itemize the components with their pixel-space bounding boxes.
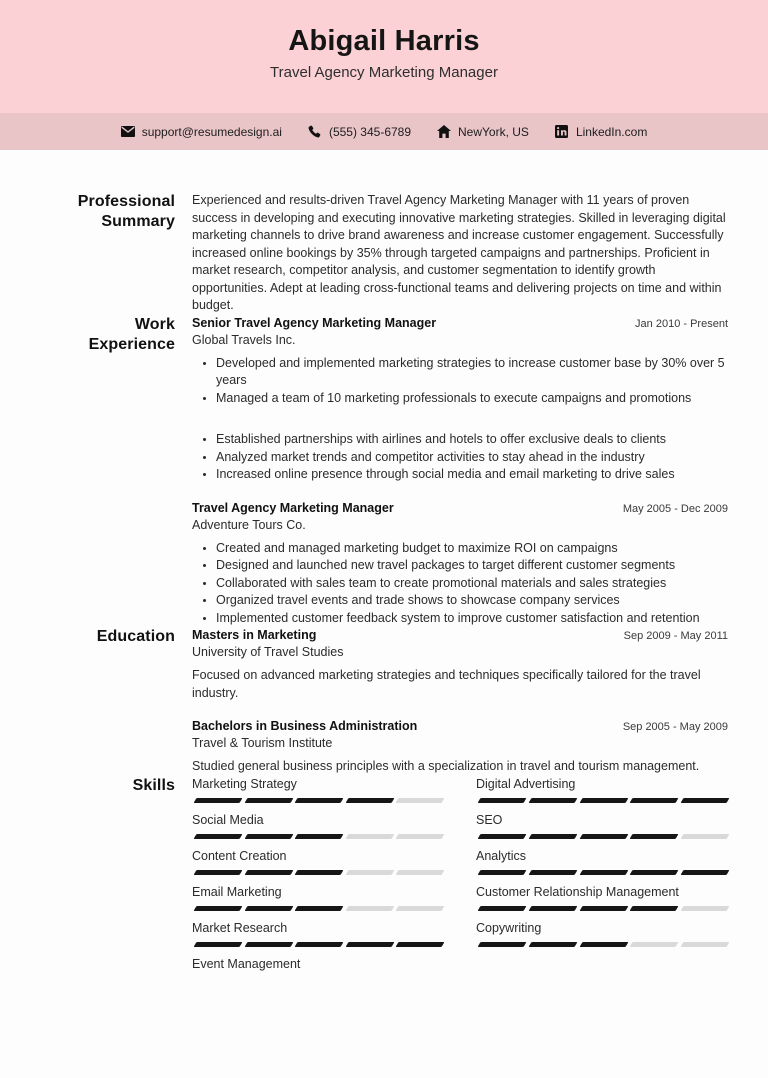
resume-entry: [192, 718, 728, 776]
skill-row: [192, 848, 443, 875]
resume-body: [0, 150, 768, 992]
job-bullet: • Organized travel events and trade shows to showcase company services: [216, 592, 728, 610]
skill-segment-filled: [579, 834, 628, 839]
skill-name: Analytics: [476, 848, 527, 863]
skill-segment-filled: [345, 942, 393, 947]
skill-segment-filled: [345, 798, 393, 803]
skill-segment-empty: [345, 834, 393, 839]
entry-title: Masters in Marketing: [192, 628, 317, 642]
resume-entry: [192, 315, 728, 484]
resume-entry: [192, 500, 728, 628]
skill-level-bar: [476, 798, 728, 803]
job-bullet: • Designed and launched new travel packages to target different customer segments: [216, 557, 728, 575]
skills-grid: [192, 776, 728, 992]
skill-level-bar: [192, 834, 443, 839]
resume-header: [0, 0, 768, 113]
phone-icon: [308, 125, 322, 139]
entry-organization: Global Travels Inc.: [192, 332, 296, 347]
skill-segment-empty: [630, 942, 679, 947]
person-name: Abigail Harris: [288, 25, 480, 57]
entry-title: Travel Agency Marketing Manager: [192, 500, 394, 515]
skill-segment-filled: [194, 870, 242, 875]
skill-name: Content Creation: [192, 848, 287, 863]
skill-segment-empty: [681, 834, 730, 839]
skill-segment-filled: [681, 870, 730, 875]
skill-row: [476, 776, 728, 803]
contact-bar: [0, 113, 768, 150]
entry-title: Senior Travel Agency Marketing Manager: [192, 315, 437, 330]
entry-date: Sep 2009 - May 2011: [623, 630, 728, 642]
skill-level-bar: [192, 978, 443, 983]
skill-level-bar: [476, 834, 728, 839]
entry-date: Sep 2005 - May 2009: [622, 721, 728, 733]
education-description: Studied general business principles with a specialization in travel and tourism management.: [192, 759, 700, 773]
resume-entry: [192, 627, 728, 702]
section-label-summary: Professional Summary: [77, 193, 175, 230]
skill-level-bar: [192, 870, 443, 875]
contact-item: [308, 125, 411, 139]
skill-segment-filled: [194, 798, 242, 803]
summary-text: Experienced and results-driven Travel Agency Marketing Manager with 11 years of proven success in developing and executing innovative marketing strategies. Skilled in leveraging digital marketing channels to drive brand awareness and increase customer engagement. Successfully increased online bookings by 35% through targeted campaigns and partnerships. Proficient in market research, competitor analysis, and customer segmentation to identify growth opportunities. Adept at leading cross-functional teams and delivering projects on time and within budget.: [192, 193, 726, 312]
job-bullet: • Managed a team of 10 marketing professionals to execute campaigns and promotions: [216, 390, 728, 408]
skills-column: [192, 776, 443, 992]
skill-segment-filled: [244, 906, 292, 911]
job-bullet-list: [192, 540, 728, 628]
linkedin-icon: [555, 125, 569, 139]
skill-segment-filled: [579, 942, 628, 947]
skill-segment-filled: [528, 906, 577, 911]
skill-segment-filled: [478, 798, 527, 803]
skill-segment-filled: [528, 834, 577, 839]
entry-date: Jan 2010 - Present: [635, 317, 728, 330]
skill-segment-filled: [630, 870, 679, 875]
envelope-icon: [121, 125, 135, 139]
job-bullet-list: [192, 431, 728, 484]
skill-segment-filled: [478, 834, 527, 839]
skill-row: [476, 848, 728, 875]
skill-segment-empty: [396, 834, 444, 839]
section-education: [60, 627, 728, 776]
job-bullet: • Developed and implemented marketing strategies to increase customer base by 30% over 5 years: [216, 355, 728, 390]
skill-name: Event Management: [192, 956, 301, 971]
contact-text: NewYork, US: [458, 124, 529, 139]
skill-segment-filled: [579, 798, 628, 803]
skill-segment-filled: [630, 798, 679, 803]
skill-row: [476, 884, 728, 911]
skill-segment-filled: [579, 870, 628, 875]
skill-segment-empty: [396, 798, 444, 803]
skill-level-bar: [476, 870, 728, 875]
skill-segment-empty: [396, 906, 444, 911]
contact-text: LinkedIn.com: [575, 124, 648, 139]
skill-segment-filled: [630, 834, 679, 839]
skill-row: [192, 776, 443, 803]
skills-column: [476, 776, 728, 992]
skill-name: Marketing Strategy: [192, 776, 297, 791]
section-label-experience: Work Experience: [88, 315, 175, 353]
home-icon: [437, 125, 451, 139]
skill-segment-filled: [579, 906, 628, 911]
skill-segment-filled: [194, 834, 242, 839]
skill-segment-filled: [194, 906, 242, 911]
skill-name: Market Research: [192, 920, 288, 935]
skill-level-bar: [476, 906, 728, 911]
person-job-title: Travel Agency Marketing Manager: [270, 64, 498, 81]
entry-date: May 2005 - Dec 2009: [622, 502, 728, 515]
section-label-skills: Skills: [132, 776, 175, 794]
skill-level-bar: [476, 942, 728, 947]
job-bullet: • Analyzed market trends and competitor activities to stay ahead in the industry: [216, 449, 728, 467]
skill-row: [476, 920, 728, 947]
skill-segment-filled: [295, 798, 343, 803]
entry-title: Bachelors in Business Administration: [192, 719, 418, 733]
skill-name: Digital Advertising: [476, 776, 576, 791]
entry-organization: Adventure Tours Co.: [192, 517, 306, 532]
skill-segment-empty: [396, 870, 444, 875]
entry-organization: University of Travel Studies: [192, 645, 344, 659]
skill-segment-filled: [295, 870, 343, 875]
job-bullet-list: [192, 355, 728, 408]
skill-name: Copywriting: [476, 920, 542, 935]
jobs-container: [192, 315, 728, 628]
skill-segment-empty: [345, 870, 393, 875]
contact-text: support@resumedesign.ai: [141, 124, 282, 139]
job-bullet: • Established partnerships with airlines and hotels to offer exclusive deals to clients: [216, 431, 728, 449]
skill-segment-empty: [345, 906, 393, 911]
skill-row: [192, 956, 443, 983]
job-bullet: • Collaborated with sales team to create promotional materials and sales strategies: [216, 575, 728, 593]
job-bullet: • Implemented customer feedback system to improve customer satisfaction and retention: [216, 610, 728, 628]
skill-segment-empty: [681, 942, 730, 947]
contact-item: [437, 125, 529, 139]
skill-segment-filled: [244, 870, 292, 875]
skill-name: Social Media: [192, 812, 264, 827]
skill-row: [476, 812, 728, 839]
skill-segment-filled: [295, 942, 343, 947]
skill-level-bar: [192, 942, 443, 947]
education-description: Focused on advanced marketing strategies and techniques specifically tailored for the travel industry.: [192, 668, 701, 700]
section-label-education: Education: [96, 628, 175, 645]
job-bullet: • Created and managed marketing budget to maximize ROI on campaigns: [216, 540, 728, 558]
skill-segment-filled: [295, 834, 343, 839]
skill-segment-filled: [478, 870, 527, 875]
skill-segment-filled: [244, 942, 292, 947]
skill-segment-filled: [681, 798, 730, 803]
skill-row: [192, 920, 443, 947]
section-work-experience: [60, 315, 728, 628]
skill-segment-filled: [244, 798, 292, 803]
skill-level-bar: [192, 906, 443, 911]
skill-row: [192, 812, 443, 839]
skill-segment-filled: [244, 834, 292, 839]
section-professional-summary: [60, 192, 728, 315]
skill-segment-filled: [295, 906, 343, 911]
skill-segment-filled: [478, 906, 527, 911]
skill-segment-filled: [630, 906, 679, 911]
skill-segment-filled: [194, 942, 242, 947]
education-container: [192, 627, 728, 776]
contact-item: [555, 125, 647, 139]
contact-text: (555) 345-6789: [328, 124, 412, 139]
skill-segment-filled: [396, 942, 444, 947]
skill-name: SEO: [476, 812, 503, 827]
skill-segment-filled: [528, 798, 577, 803]
contact-item: [121, 125, 282, 139]
section-skills: [60, 776, 728, 992]
skill-segment-empty: [681, 906, 730, 911]
skill-name: Email Marketing: [192, 884, 282, 899]
skill-name: Customer Relationship Management: [476, 884, 679, 899]
skill-segment-filled: [528, 870, 577, 875]
skill-level-bar: [192, 798, 443, 803]
skill-segment-filled: [478, 942, 527, 947]
job-bullet: • Increased online presence through social media and email marketing to drive sales: [216, 466, 728, 484]
skill-row: [192, 884, 443, 911]
entry-organization: Travel & Tourism Institute: [192, 736, 333, 750]
skill-segment-filled: [528, 942, 577, 947]
